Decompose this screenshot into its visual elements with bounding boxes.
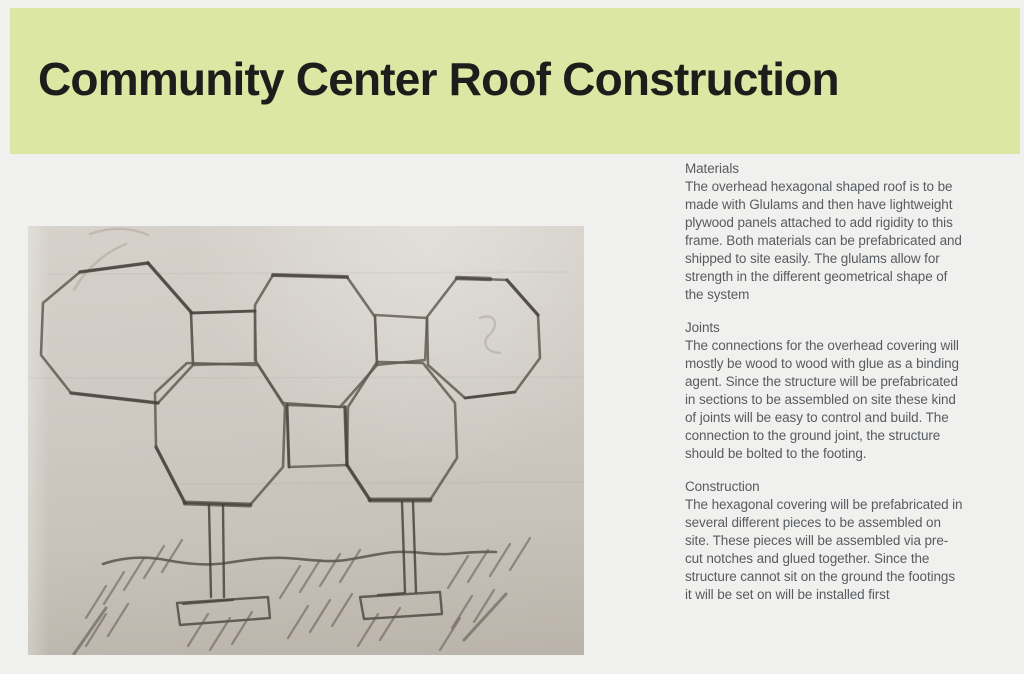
- section-body: The overhead hexagonal shaped roof is to be made with Glulams and then have lightweight plywood panels attached to add rigidity to this frame. Both materials can be prefabricated and shipped to site easily. The glulams allow for strength in the different geometrical shape of the system: [685, 179, 962, 302]
- page-header: [10, 8, 1020, 154]
- roof-sketch-svg: [28, 226, 584, 655]
- section-heading: Joints: [685, 320, 720, 335]
- section-body: The hexagonal covering will be prefabricated in several different pieces to be assembled on site. These pieces will be assembled via pre-cut notches and glued together. Since the structure cannot sit on the ground the footings it will be set on will be installed first: [685, 497, 963, 602]
- section-body: The connections for the overhead covering will mostly be wood to wood with glue as a binding agent. Since the structure will be prefabricated in sections to be assembled on site these kind of joints will be easy to control and build. The connection to the ground joint, the structure should be bolted to the footing.: [685, 338, 959, 461]
- section-heading: Construction: [685, 479, 760, 494]
- section-materials: [685, 160, 963, 304]
- section-heading: Materials: [685, 161, 739, 176]
- notes-column: [685, 160, 963, 619]
- roof-sketch-photo: [28, 226, 584, 655]
- page-title: Community Center Roof Construction: [38, 52, 839, 105]
- section-construction: [685, 478, 963, 604]
- section-joints: [685, 319, 963, 463]
